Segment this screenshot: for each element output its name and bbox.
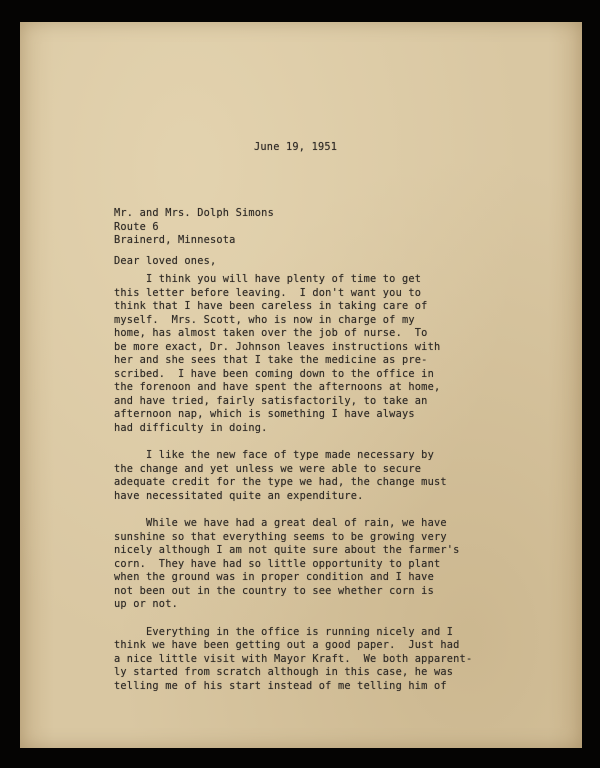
paragraph-line: have necessitated quite an expenditure. bbox=[114, 489, 364, 502]
letter-date: June 19, 1951 bbox=[254, 141, 338, 153]
paragraph-line: be more exact, Dr. Johnson leaves instructions with bbox=[114, 340, 441, 353]
letter-body bbox=[114, 273, 472, 707]
paragraph-line: a nice little visit with Mayor Kraft. We both apparent- bbox=[114, 652, 473, 665]
address-line-name: Mr. and Mrs. Dolph Simons bbox=[114, 207, 274, 219]
paragraph-line: adequate credit for the type we had, the change must bbox=[114, 476, 447, 488]
paragraph-line: when the ground was in proper condition and I have bbox=[114, 571, 434, 583]
salutation: Dear loved ones, bbox=[114, 255, 217, 267]
paragraph-line: telling me of his start instead of me telling him of bbox=[114, 679, 447, 692]
paragraph-line: think that I have been careless in taking care of bbox=[114, 300, 428, 312]
paragraph-line: sunshine so that everything seems to be growing very bbox=[114, 530, 447, 543]
paragraph-line: While we have had a great deal of rain, we have bbox=[114, 517, 447, 529]
paragraph-line: afternoon nap, which is something I have always bbox=[114, 408, 415, 420]
body-paragraph bbox=[114, 273, 472, 435]
paragraph-line: think we have been getting out a good paper. Just had bbox=[114, 639, 460, 651]
paragraph-line: home, has almost taken over the job of nurse. To bbox=[114, 327, 428, 339]
address-line-route: Route 6 bbox=[114, 220, 159, 233]
paragraph-line: her and she sees that I take the medicine as pre- bbox=[114, 354, 428, 366]
paragraph-line: and have tried, fairly satisfactorily, to take an bbox=[114, 394, 428, 407]
paragraph-line: Everything in the office is running nicely and I bbox=[114, 625, 454, 638]
body-paragraph bbox=[114, 449, 472, 503]
paragraph-line: up or not. bbox=[114, 598, 178, 610]
body-paragraph bbox=[114, 517, 472, 612]
paragraph-line: myself. Mrs. Scott, who is now in charge of my bbox=[114, 313, 415, 326]
paragraph-line: ly started from scratch although in this case, he was bbox=[114, 666, 454, 678]
paragraph-line: not been out in the country to see whether corn is bbox=[114, 584, 434, 597]
paragraph-line: the forenoon and have spent the afternoons at home, bbox=[114, 381, 441, 393]
recipient-address bbox=[114, 207, 274, 248]
paragraph-line: this letter before leaving. I don't want you to bbox=[114, 286, 422, 299]
paragraph-line: I think you will have plenty of time to get bbox=[114, 273, 422, 285]
paragraph-line: scribed. I have been coming down to the office in bbox=[114, 367, 434, 380]
body-paragraph bbox=[114, 626, 472, 694]
paragraph-line: had difficulty in doing. bbox=[114, 421, 268, 434]
paragraph-line: the change and yet unless we were able to secure bbox=[114, 462, 422, 475]
paragraph-line: corn. They have had so little opportunity to plant bbox=[114, 557, 441, 570]
address-line-city: Brainerd, Minnesota bbox=[114, 234, 236, 246]
paragraph-line: I like the new face of type made necessary by bbox=[114, 449, 434, 461]
paragraph-line: nicely although I am not quite sure about the farmer's bbox=[114, 544, 460, 556]
